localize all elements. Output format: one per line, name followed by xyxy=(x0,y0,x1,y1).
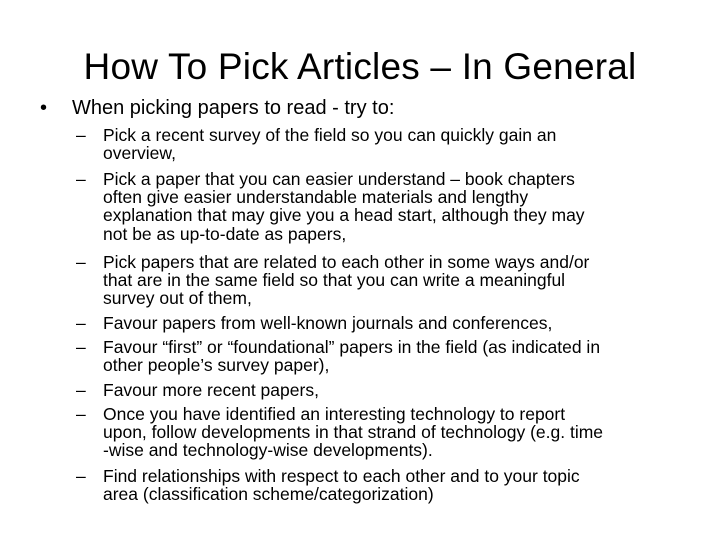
sub-bullet-line: Pick a paper that you can easier understand – book chapters xyxy=(103,169,575,189)
sub-bullet-line: area (classification scheme/categorization) xyxy=(103,484,434,505)
sub-bullet-line: Favour more recent papers, xyxy=(103,380,319,400)
sub-bullet-line: -wise and technology-wise developments). xyxy=(103,440,433,461)
dash-marker: – xyxy=(76,466,86,486)
main-bullet-text: When picking papers to read - try to: xyxy=(72,97,395,119)
dash-marker: – xyxy=(76,169,86,189)
dash-marker: – xyxy=(76,380,86,400)
bullet-marker: • xyxy=(40,97,48,119)
sub-bullet-line: survey out of them, xyxy=(103,288,252,309)
sub-bullet-line: explanation that may give you a head start, although they may xyxy=(103,205,585,226)
sub-bullet-line: overview, xyxy=(103,143,176,164)
sub-bullet-line: Find relationships with respect to each other and to your topic xyxy=(103,466,580,486)
sub-bullet-line: Once you have identified an interesting technology to report xyxy=(103,404,566,424)
slide-title: How To Pick Articles – In General xyxy=(83,46,637,87)
sub-bullet-line: upon, follow developments in that strand of technology (e.g. time xyxy=(103,422,604,443)
dash-marker: – xyxy=(76,313,86,333)
sub-bullet-line: Pick a recent survey of the field so you can quickly gain an xyxy=(103,125,557,145)
dash-marker: – xyxy=(76,125,86,145)
dash-marker: – xyxy=(76,337,86,357)
sub-bullet-line: other people’s survey paper), xyxy=(103,355,330,376)
dash-marker: – xyxy=(76,252,86,272)
sub-bullet-line: Favour papers from well-known journals and conferences, xyxy=(103,313,553,333)
sub-bullet-line: that are in the same field so that you can write a meaningful xyxy=(103,270,566,291)
sub-bullet-line: not be as up-to-date as papers, xyxy=(103,223,347,244)
sub-bullet-line: often give easier understandable materials and lengthy xyxy=(103,187,529,208)
sub-bullet-line: Pick papers that are related to each other in some ways and/or xyxy=(103,252,590,272)
sub-bullet-line: Favour “first” or “foundational” papers in the field (as indicated in xyxy=(103,337,601,357)
dash-marker: – xyxy=(76,404,86,424)
